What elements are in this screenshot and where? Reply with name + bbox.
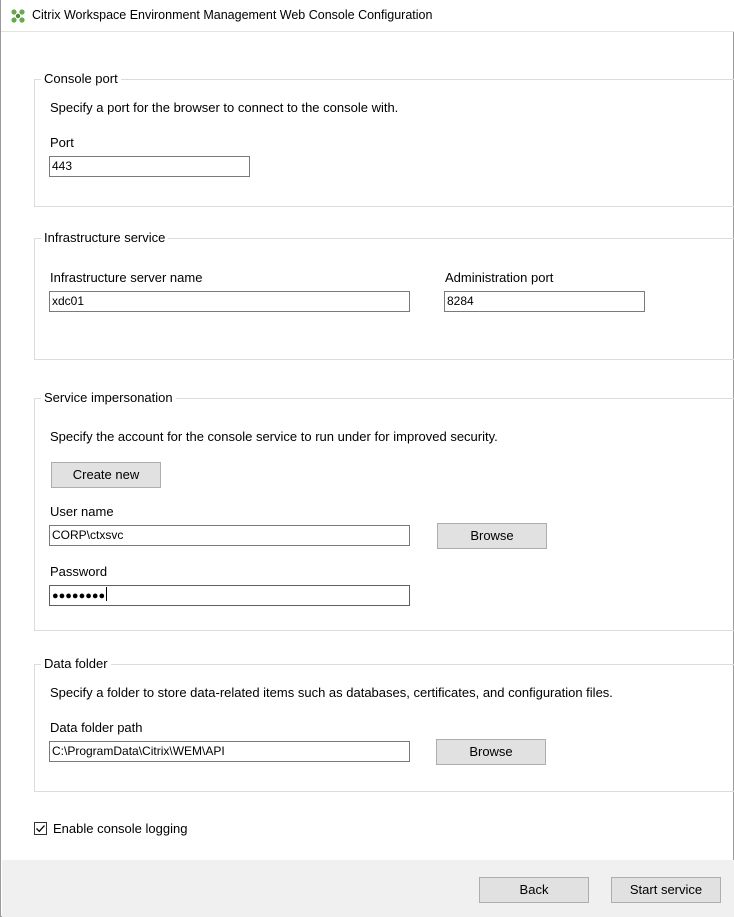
password-mask: ●●●●●●●● [52, 590, 106, 602]
footer-bar [2, 860, 734, 917]
enable-logging-checkbox[interactable] [34, 822, 47, 835]
data-folder-path-input[interactable]: C:\ProgramData\Citrix\WEM\API [49, 741, 410, 762]
data-folder-description: Specify a folder to store data-related items such as databases, certificates, and configuration files. [50, 685, 613, 700]
password-label: Password [50, 564, 108, 579]
text-caret [106, 587, 107, 601]
start-service-button[interactable]: Start service [611, 877, 721, 903]
data-folder-path-label: Data folder path [50, 720, 143, 735]
port-label: Port [50, 135, 74, 150]
data-folder-legend: Data folder [41, 656, 111, 672]
citrix-app-icon [11, 9, 25, 23]
console-port-legend: Console port [41, 71, 121, 87]
username-label: User name [50, 504, 114, 519]
infrastructure-service-legend: Infrastructure service [41, 230, 168, 246]
console-port-description: Specify a port for the browser to connect to the console with. [50, 100, 399, 115]
username-input[interactable]: CORP\ctxsvc [49, 525, 410, 546]
back-button[interactable]: Back [479, 877, 589, 903]
infrastructure-server-input[interactable]: xdc01 [49, 291, 410, 312]
infrastructure-server-label: Infrastructure server name [50, 270, 203, 285]
title-bar [1, 0, 734, 32]
password-input[interactable] [49, 585, 410, 606]
create-new-button[interactable]: Create new [51, 462, 161, 488]
enable-logging-label[interactable]: Enable console logging [53, 821, 188, 836]
browse-user-button[interactable]: Browse [437, 523, 547, 549]
port-input[interactable]: 443 [49, 156, 250, 177]
impersonation-description: Specify the account for the console service to run under for improved security. [50, 429, 498, 444]
console-port-group [34, 71, 734, 207]
browse-folder-button[interactable]: Browse [436, 739, 546, 765]
checkmark-icon [35, 823, 46, 834]
window-title: Citrix Workspace Environment Management Web Console Configuration [32, 8, 433, 22]
service-impersonation-legend: Service impersonation [41, 390, 176, 406]
administration-port-label: Administration port [445, 270, 554, 285]
administration-port-input[interactable]: 8284 [444, 291, 645, 312]
